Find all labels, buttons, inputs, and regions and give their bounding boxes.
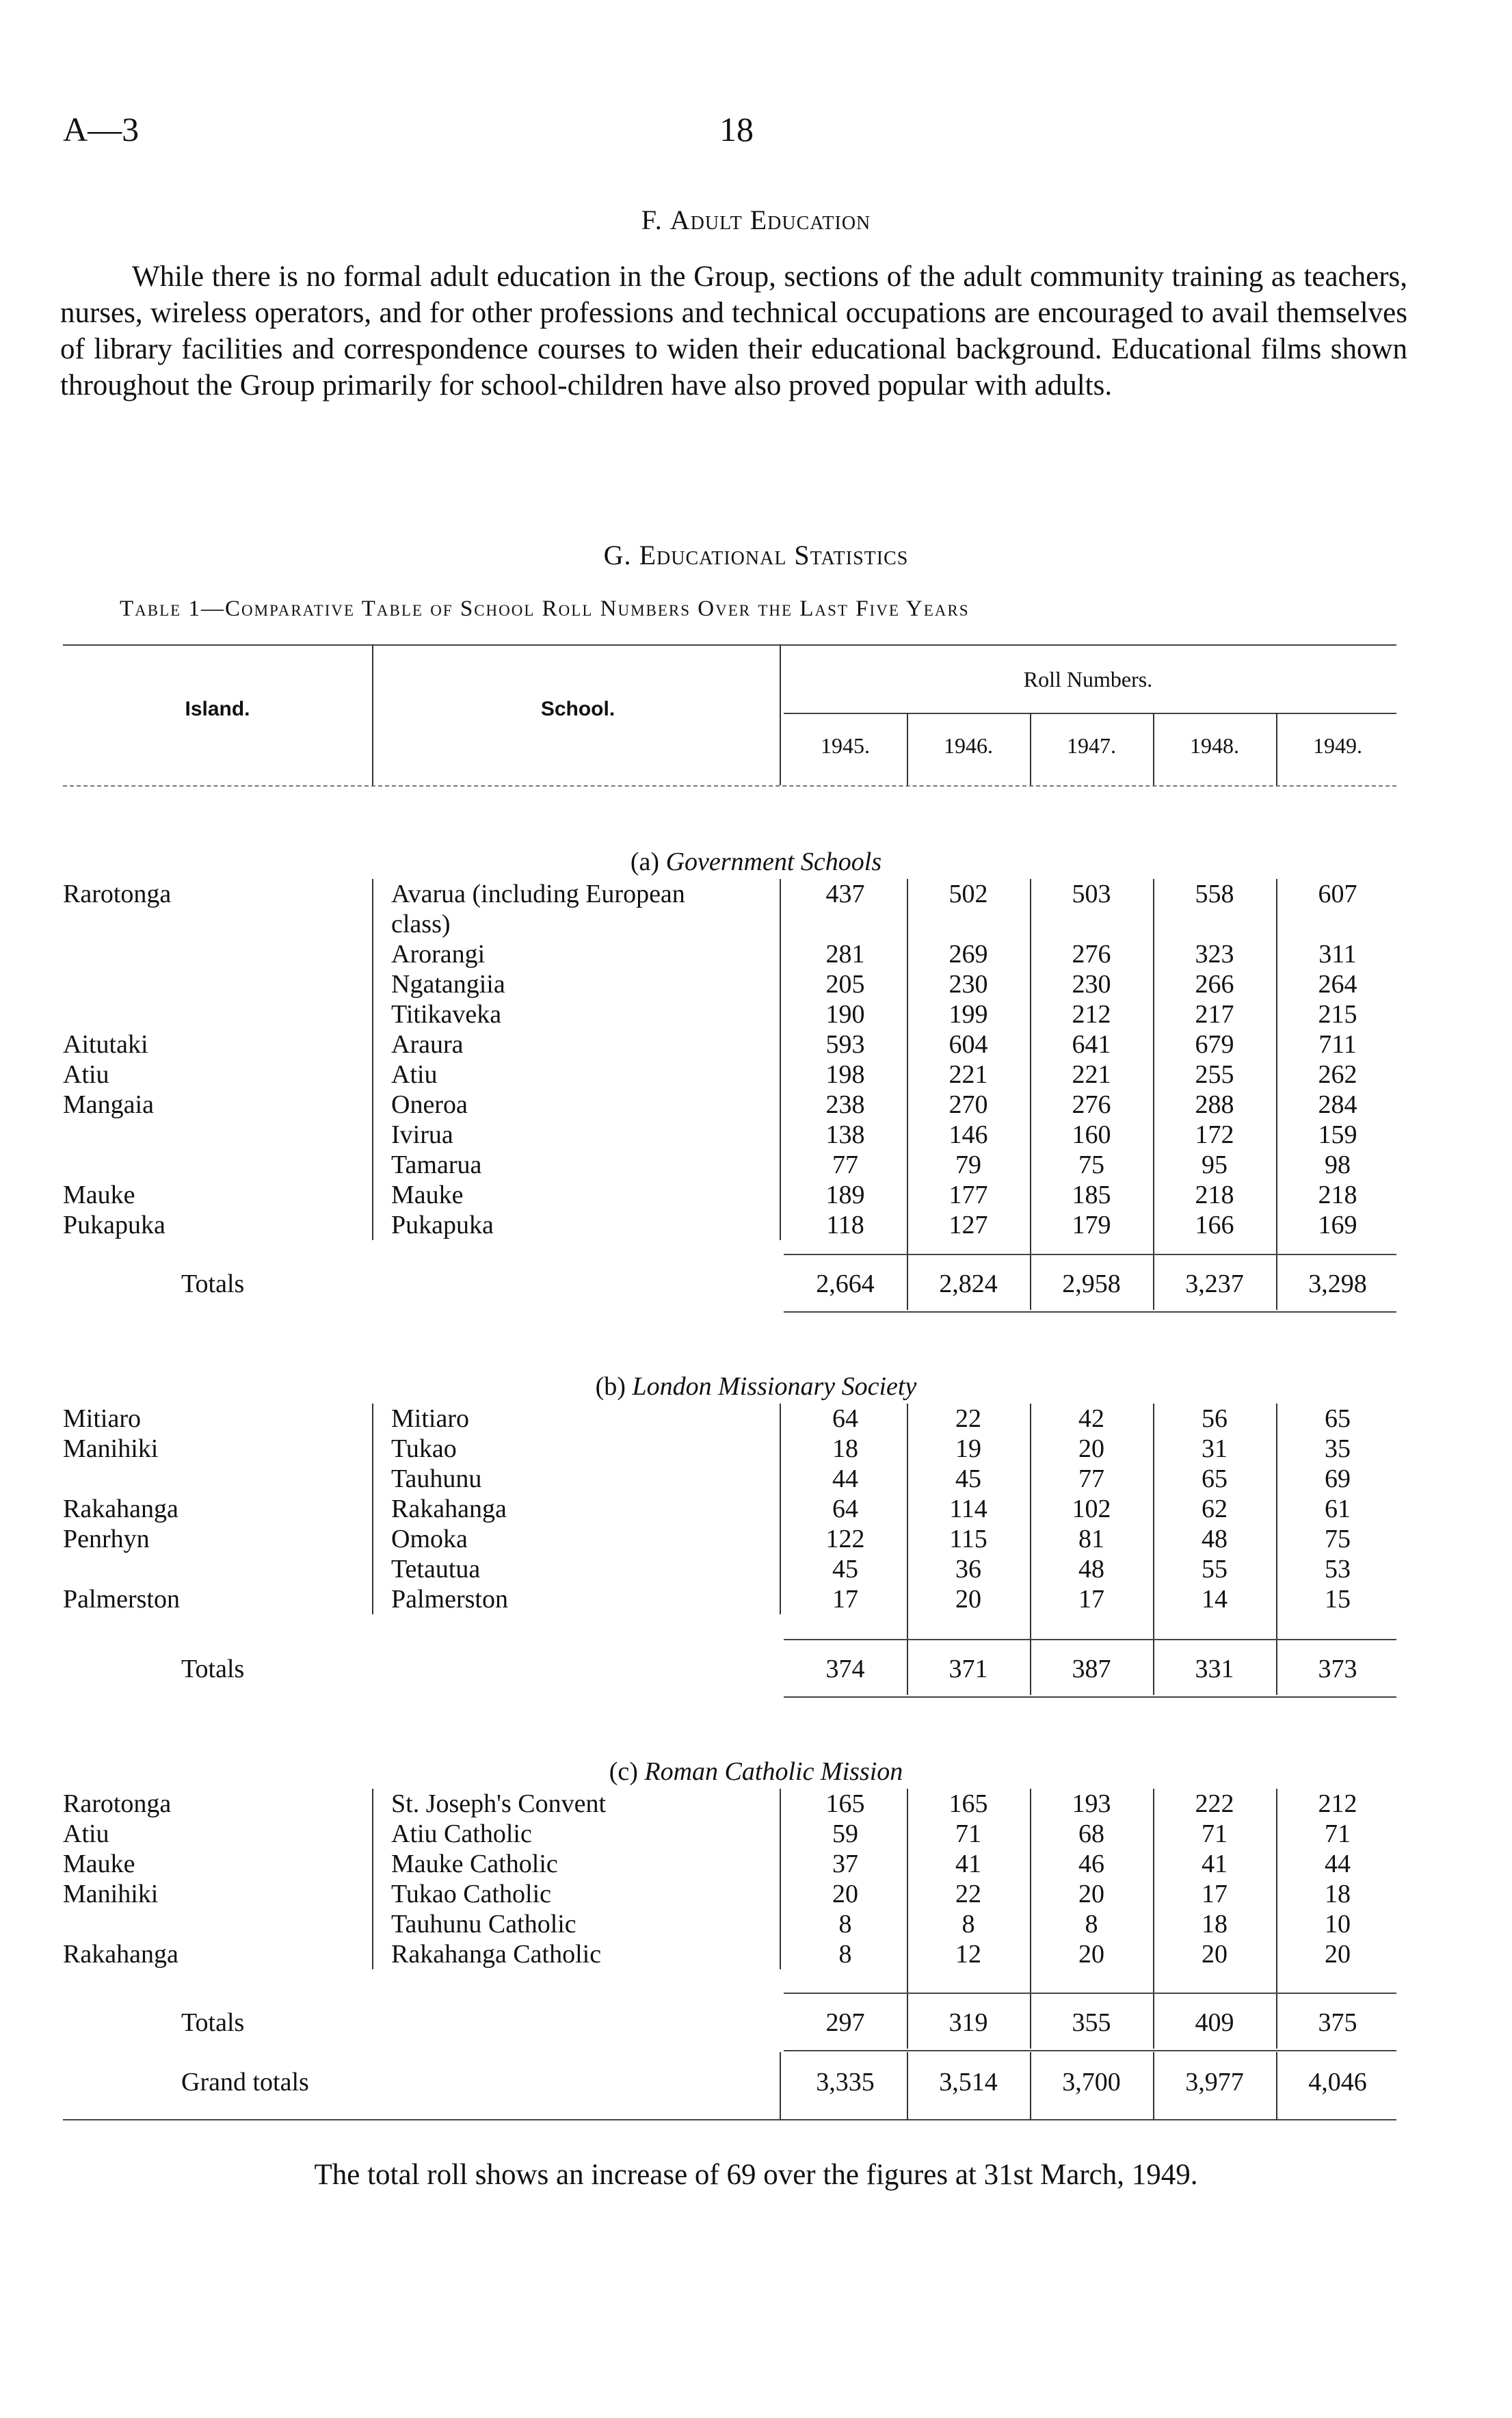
roll-value: 166 bbox=[1195, 1211, 1234, 1239]
school-cell: Ngatangiia bbox=[391, 970, 505, 999]
roll-value: 45 bbox=[955, 1464, 981, 1493]
column-rule bbox=[1276, 2052, 1277, 2120]
roll-value: 387 bbox=[1072, 1655, 1111, 1683]
roll-value: 323 bbox=[1195, 940, 1234, 969]
roll-value: 64 bbox=[832, 1404, 858, 1433]
totals-row bbox=[0, 1269, 1512, 1299]
roll-value: 146 bbox=[949, 1120, 988, 1149]
section-f-letter: F. bbox=[641, 205, 663, 235]
section-code: A—3 bbox=[63, 110, 140, 148]
group-name: Government Schools bbox=[665, 847, 882, 876]
roll-value: 3,335 bbox=[816, 2068, 875, 2097]
column-rule bbox=[1030, 713, 1031, 785]
roll-value: 276 bbox=[1072, 1090, 1111, 1119]
roll-value: 159 bbox=[1318, 1120, 1357, 1149]
roll-value: 18 bbox=[1325, 1880, 1351, 1908]
group-label: (c) bbox=[609, 1757, 638, 1786]
school-cell: Titikaveka bbox=[391, 1000, 502, 1029]
totals-label: Totals bbox=[181, 1270, 245, 1298]
roll-value: 18 bbox=[832, 1434, 858, 1463]
roll-value: 56 bbox=[1202, 1404, 1228, 1433]
roll-value: 48 bbox=[1078, 1555, 1104, 1583]
roll-value: 2,664 bbox=[816, 1270, 875, 1298]
roll-value: 281 bbox=[825, 940, 865, 969]
roll-value: 122 bbox=[825, 1525, 865, 1553]
table-row bbox=[0, 1879, 1512, 1909]
roll-value: 8 bbox=[1085, 1910, 1098, 1939]
roll-value: 198 bbox=[825, 1060, 865, 1089]
roll-value: 118 bbox=[826, 1211, 864, 1239]
group-title bbox=[0, 847, 1512, 877]
section-g-heading bbox=[0, 539, 1512, 571]
roll-value: 55 bbox=[1202, 1555, 1228, 1583]
group-name: Roman Catholic Mission bbox=[644, 1757, 903, 1786]
roll-value: 205 bbox=[825, 970, 865, 999]
roll-value: 65 bbox=[1325, 1404, 1351, 1433]
island-cell: Manihiki bbox=[63, 1434, 159, 1463]
school-cell: Avarua (including European bbox=[391, 880, 685, 908]
roll-value: 77 bbox=[832, 1151, 858, 1179]
table-row bbox=[0, 909, 1512, 939]
column-rule bbox=[907, 713, 908, 785]
roll-value: 221 bbox=[949, 1060, 988, 1089]
roll-value: 230 bbox=[1072, 970, 1111, 999]
table-row bbox=[0, 1494, 1512, 1524]
roll-value: 218 bbox=[1318, 1181, 1357, 1209]
roll-value: 71 bbox=[955, 1819, 981, 1848]
island-cell: Mauke bbox=[63, 1850, 135, 1878]
school-cell: Tauhunu Catholic bbox=[391, 1910, 576, 1939]
roll-value: 199 bbox=[949, 1000, 988, 1029]
school-cell: Oneroa bbox=[391, 1090, 468, 1119]
roll-value: 276 bbox=[1072, 940, 1111, 969]
roll-value: 61 bbox=[1325, 1495, 1351, 1523]
school-cell: Tamarua bbox=[391, 1151, 482, 1179]
roll-value: 44 bbox=[832, 1464, 858, 1493]
table-row bbox=[0, 1849, 1512, 1879]
roll-value: 68 bbox=[1078, 1819, 1104, 1848]
roll-value: 190 bbox=[825, 1000, 865, 1029]
roll-value: 14 bbox=[1202, 1585, 1228, 1614]
totals-rule bbox=[784, 1254, 1396, 1255]
school-cell: class) bbox=[391, 910, 451, 938]
column-rule bbox=[1276, 713, 1277, 785]
roll-value: 102 bbox=[1072, 1495, 1111, 1523]
totals-rule bbox=[784, 1311, 1396, 1313]
roll-value: 95 bbox=[1202, 1151, 1228, 1179]
grand-totals-row bbox=[0, 2067, 1512, 2097]
school-cell: Arorangi bbox=[391, 940, 486, 969]
footer-note: The total roll shows an increase of 69 over the figures at 31st March, 1949. bbox=[314, 2159, 1198, 2191]
school-cell: Rakahanga Catholic bbox=[391, 1940, 602, 1969]
roll-value: 20 bbox=[1078, 1940, 1104, 1969]
roll-value: 41 bbox=[955, 1850, 981, 1878]
roll-value: 71 bbox=[1325, 1819, 1351, 1848]
roll-value: 22 bbox=[955, 1880, 981, 1908]
roll-value: 79 bbox=[955, 1151, 981, 1179]
roll-value: 20 bbox=[832, 1880, 858, 1908]
section-g-letter: G. bbox=[603, 540, 632, 570]
roll-value: 331 bbox=[1195, 1655, 1234, 1683]
island-cell: Mitiaro bbox=[63, 1404, 141, 1433]
header-year: 1946. bbox=[944, 733, 993, 758]
roll-value: 19 bbox=[955, 1434, 981, 1463]
roll-value: 71 bbox=[1202, 1819, 1228, 1848]
roll-value: 221 bbox=[1072, 1060, 1111, 1089]
roll-value: 185 bbox=[1072, 1181, 1111, 1209]
roll-value: 641 bbox=[1072, 1030, 1111, 1059]
roll-value: 2,824 bbox=[939, 1270, 998, 1298]
table-row bbox=[0, 1434, 1512, 1464]
roll-value: 8 bbox=[838, 1940, 852, 1969]
column-rule bbox=[372, 644, 373, 785]
header-island: Island. bbox=[185, 698, 250, 720]
roll-value: 20 bbox=[1078, 1880, 1104, 1908]
roll-value: 10 bbox=[1325, 1910, 1351, 1939]
column-rule bbox=[780, 2052, 781, 2120]
roll-value: 37 bbox=[832, 1850, 858, 1878]
school-cell: St. Joseph's Convent bbox=[391, 1789, 607, 1818]
island-cell: Pukapuka bbox=[63, 1211, 165, 1239]
roll-value: 607 bbox=[1318, 880, 1357, 908]
roll-value: 2,958 bbox=[1062, 1270, 1121, 1298]
roll-value: 371 bbox=[949, 1655, 988, 1683]
roll-value: 22 bbox=[955, 1404, 981, 1433]
roll-value: 319 bbox=[949, 2008, 988, 2037]
totals-label: Totals bbox=[181, 2008, 245, 2037]
roll-value: 212 bbox=[1072, 1000, 1111, 1029]
school-cell: Mauke bbox=[391, 1181, 464, 1209]
roll-value: 15 bbox=[1325, 1585, 1351, 1614]
table-row bbox=[0, 1584, 1512, 1614]
roll-value: 20 bbox=[955, 1585, 981, 1614]
table-title: Table 1—Comparative Table of School Roll Numbers Over the Last Five Years bbox=[120, 596, 970, 621]
table-row bbox=[0, 879, 1512, 909]
roll-value: 284 bbox=[1318, 1090, 1357, 1119]
roll-value: 8 bbox=[838, 1910, 852, 1939]
roll-value: 558 bbox=[1195, 880, 1234, 908]
school-cell: Tukao Catholic bbox=[391, 1880, 551, 1908]
table-row bbox=[0, 999, 1512, 1029]
roll-value: 3,977 bbox=[1185, 2068, 1244, 2097]
group-title bbox=[0, 1371, 1512, 1402]
roll-value: 238 bbox=[825, 1090, 865, 1119]
table-top-rule bbox=[63, 644, 1396, 646]
roll-value: 48 bbox=[1202, 1525, 1228, 1553]
roll-value: 215 bbox=[1318, 1000, 1357, 1029]
school-cell: Ivirua bbox=[391, 1120, 453, 1149]
roll-value: 409 bbox=[1195, 2008, 1234, 2037]
totals-rule bbox=[784, 1696, 1396, 1698]
table-row bbox=[0, 1404, 1512, 1434]
roll-value: 12 bbox=[955, 1940, 981, 1969]
roll-value: 36 bbox=[955, 1555, 981, 1583]
roll-value: 222 bbox=[1195, 1789, 1234, 1818]
roll-value: 98 bbox=[1325, 1151, 1351, 1179]
roll-value: 69 bbox=[1325, 1464, 1351, 1493]
roll-value: 288 bbox=[1195, 1090, 1234, 1119]
roll-value: 3,514 bbox=[939, 2068, 998, 2097]
roll-value: 44 bbox=[1325, 1850, 1351, 1878]
roll-value: 59 bbox=[832, 1819, 858, 1848]
table-row bbox=[0, 1120, 1512, 1150]
table-row bbox=[0, 1464, 1512, 1494]
roll-value: 42 bbox=[1078, 1404, 1104, 1433]
school-cell: Palmerston bbox=[391, 1585, 508, 1614]
roll-value: 217 bbox=[1195, 1000, 1234, 1029]
school-cell: Pukapuka bbox=[391, 1211, 494, 1239]
roll-value: 160 bbox=[1072, 1120, 1111, 1149]
roll-value: 269 bbox=[949, 940, 988, 969]
roll-value: 230 bbox=[949, 970, 988, 999]
roll-value: 374 bbox=[825, 1655, 865, 1683]
roll-value: 115 bbox=[949, 1525, 987, 1553]
school-cell: Tukao bbox=[391, 1434, 457, 1463]
roll-value: 18 bbox=[1202, 1910, 1228, 1939]
table-row bbox=[0, 1909, 1512, 1939]
roll-value: 266 bbox=[1195, 970, 1234, 999]
roll-value: 17 bbox=[832, 1585, 858, 1614]
group-label: (b) bbox=[595, 1372, 626, 1401]
school-cell: Mitiaro bbox=[391, 1404, 469, 1433]
table-row bbox=[0, 939, 1512, 969]
roll-value: 373 bbox=[1318, 1655, 1357, 1683]
roll-value: 3,700 bbox=[1062, 2068, 1121, 2097]
group-title bbox=[0, 1757, 1512, 1787]
roll-value: 355 bbox=[1072, 2008, 1111, 2037]
roll-value: 127 bbox=[949, 1211, 988, 1239]
roll-value: 4,046 bbox=[1308, 2068, 1367, 2097]
roll-value: 172 bbox=[1195, 1120, 1234, 1149]
school-cell: Mauke Catholic bbox=[391, 1850, 558, 1878]
totals-rule bbox=[784, 1639, 1396, 1640]
school-cell: Omoka bbox=[391, 1525, 468, 1553]
island-cell: Rarotonga bbox=[63, 880, 172, 908]
totals-rule bbox=[784, 1993, 1396, 1994]
island-cell: Mauke bbox=[63, 1181, 135, 1209]
roll-value: 255 bbox=[1195, 1060, 1234, 1089]
table-row bbox=[0, 1554, 1512, 1584]
totals-label: Totals bbox=[181, 1655, 245, 1683]
island-cell: Mangaia bbox=[63, 1090, 154, 1119]
school-cell: Tauhunu bbox=[391, 1464, 482, 1493]
roll-value: 375 bbox=[1318, 2008, 1357, 2037]
roll-value: 8 bbox=[961, 1910, 975, 1939]
island-cell: Penrhyn bbox=[63, 1525, 150, 1553]
roll-value: 165 bbox=[949, 1789, 988, 1818]
roll-header-divider bbox=[784, 713, 1396, 714]
table-row bbox=[0, 1029, 1512, 1060]
roll-value: 270 bbox=[949, 1090, 988, 1119]
roll-value: 177 bbox=[949, 1181, 988, 1209]
island-cell: Palmerston bbox=[63, 1585, 180, 1614]
school-cell: Atiu bbox=[391, 1060, 438, 1089]
roll-value: 264 bbox=[1318, 970, 1357, 999]
column-rule bbox=[1153, 713, 1154, 785]
roll-value: 212 bbox=[1318, 1789, 1357, 1818]
island-cell: Atiu bbox=[63, 1060, 109, 1089]
page-number: 18 bbox=[719, 110, 754, 148]
roll-value: 179 bbox=[1072, 1211, 1111, 1239]
island-cell: Rarotonga bbox=[63, 1789, 172, 1818]
header-year: 1949. bbox=[1313, 733, 1362, 758]
section-g-title: Educational Statistics bbox=[639, 540, 909, 570]
school-cell: Tetautua bbox=[391, 1555, 481, 1583]
totals-rule bbox=[784, 2050, 1396, 2051]
roll-value: 297 bbox=[825, 2008, 865, 2037]
column-rule bbox=[1153, 2052, 1154, 2120]
roll-value: 77 bbox=[1078, 1464, 1104, 1493]
table-row bbox=[0, 1819, 1512, 1849]
header-year: 1947. bbox=[1067, 733, 1116, 758]
table-row bbox=[0, 969, 1512, 999]
roll-value: 20 bbox=[1078, 1434, 1104, 1463]
roll-value: 169 bbox=[1318, 1211, 1357, 1239]
roll-value: 138 bbox=[825, 1120, 865, 1149]
adult-education-paragraph: While there is no formal adult education in the Group, sections of the adult community training as teachers, nurses, wireless operators, and for other professions and technical occupations are encouraged to avail themselves of library facilities and correspondence courses to widen their educational background. Educational films shown throughout the Group primarily for school-children have also proved popular with adults. bbox=[60, 261, 1407, 402]
header-bottom-rule bbox=[63, 785, 1396, 787]
roll-value: 262 bbox=[1318, 1060, 1357, 1089]
group-label: (a) bbox=[630, 847, 660, 876]
roll-value: 218 bbox=[1195, 1181, 1234, 1209]
roll-value: 31 bbox=[1202, 1434, 1228, 1463]
roll-value: 165 bbox=[825, 1789, 865, 1818]
header-year: 1945. bbox=[821, 733, 870, 758]
school-cell: Rakahanga bbox=[391, 1495, 507, 1523]
roll-value: 3,298 bbox=[1308, 1270, 1367, 1298]
roll-value: 193 bbox=[1072, 1789, 1111, 1818]
totals-row bbox=[0, 1654, 1512, 1684]
roll-value: 503 bbox=[1072, 880, 1111, 908]
table-row bbox=[0, 1180, 1512, 1210]
roll-value: 17 bbox=[1202, 1880, 1228, 1908]
roll-value: 81 bbox=[1078, 1525, 1104, 1553]
section-f-heading bbox=[0, 204, 1512, 236]
roll-value: 46 bbox=[1078, 1850, 1104, 1878]
header-roll-numbers: Roll Numbers. bbox=[1023, 667, 1153, 692]
school-cell: Atiu Catholic bbox=[391, 1819, 532, 1848]
group-name: London Missionary Society bbox=[632, 1372, 917, 1401]
roll-value: 593 bbox=[825, 1030, 865, 1059]
island-cell: Rakahanga bbox=[63, 1940, 178, 1969]
roll-value: 604 bbox=[949, 1030, 988, 1059]
table-row bbox=[0, 1150, 1512, 1180]
roll-value: 502 bbox=[949, 880, 988, 908]
roll-value: 189 bbox=[825, 1181, 865, 1209]
grand-totals-label: Grand totals bbox=[181, 2068, 309, 2097]
roll-value: 114 bbox=[949, 1495, 987, 1523]
column-rule bbox=[780, 644, 781, 785]
roll-value: 45 bbox=[832, 1555, 858, 1583]
table-row bbox=[0, 1060, 1512, 1090]
roll-value: 62 bbox=[1202, 1495, 1228, 1523]
roll-value: 20 bbox=[1325, 1940, 1351, 1969]
roll-value: 35 bbox=[1325, 1434, 1351, 1463]
island-cell: Aitutaki bbox=[63, 1030, 148, 1059]
section-f-title: Adult Education bbox=[669, 205, 871, 235]
roll-value: 679 bbox=[1195, 1030, 1234, 1059]
table-row bbox=[0, 1210, 1512, 1240]
header-school: School. bbox=[540, 698, 615, 720]
column-rule bbox=[1030, 2052, 1031, 2120]
roll-value: 41 bbox=[1202, 1850, 1228, 1878]
table-bottom-rule bbox=[63, 2119, 1396, 2120]
roll-value: 64 bbox=[832, 1495, 858, 1523]
roll-value: 3,237 bbox=[1185, 1270, 1244, 1298]
island-cell: Atiu bbox=[63, 1819, 109, 1848]
totals-row bbox=[0, 2008, 1512, 2038]
roll-value: 75 bbox=[1078, 1151, 1104, 1179]
header-year: 1948. bbox=[1190, 733, 1239, 758]
roll-value: 17 bbox=[1078, 1585, 1104, 1614]
table-row bbox=[0, 1789, 1512, 1819]
roll-value: 311 bbox=[1318, 940, 1357, 969]
roll-value: 75 bbox=[1325, 1525, 1351, 1553]
roll-value: 65 bbox=[1202, 1464, 1228, 1493]
table-row bbox=[0, 1939, 1512, 1969]
roll-value: 20 bbox=[1202, 1940, 1228, 1969]
roll-value: 711 bbox=[1318, 1030, 1357, 1059]
roll-value: 53 bbox=[1325, 1555, 1351, 1583]
table-row bbox=[0, 1524, 1512, 1554]
island-cell: Manihiki bbox=[63, 1880, 159, 1908]
island-cell: Rakahanga bbox=[63, 1495, 178, 1523]
roll-value: 437 bbox=[825, 880, 865, 908]
column-rule bbox=[907, 2052, 908, 2120]
school-cell: Araura bbox=[391, 1030, 464, 1059]
table-row bbox=[0, 1090, 1512, 1120]
